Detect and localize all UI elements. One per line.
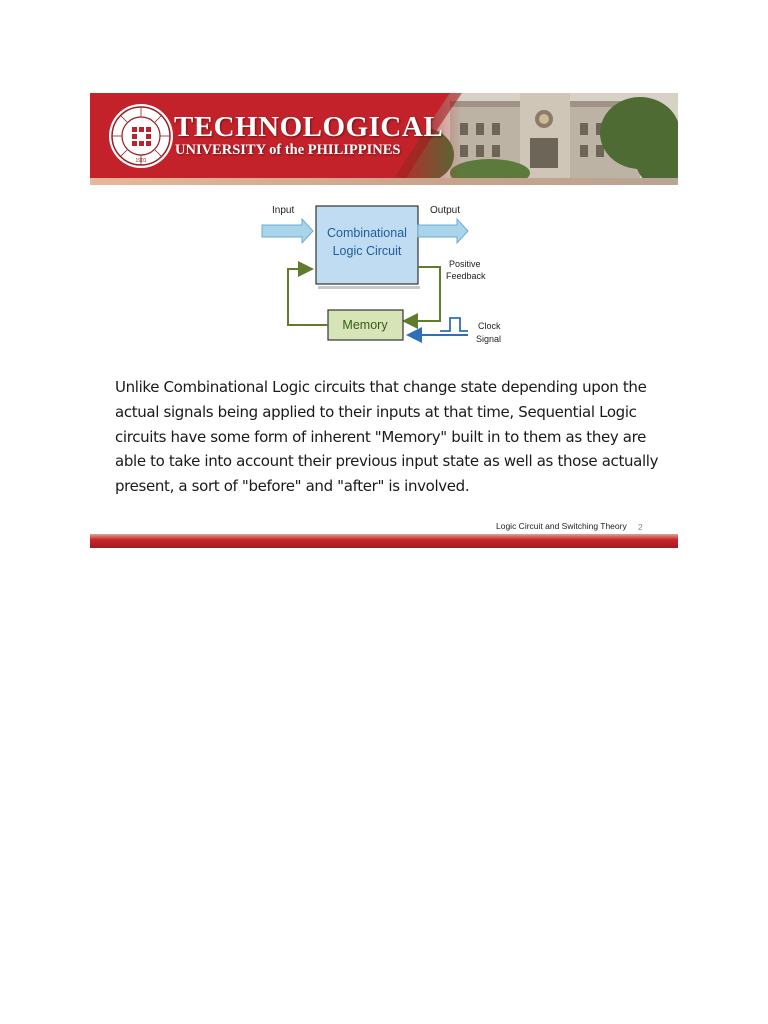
university-title: TECHNOLOGICAL (174, 111, 444, 143)
course-footer: Logic Circuit and Switching Theory (496, 521, 627, 531)
sequential-logic-diagram (250, 201, 520, 361)
page-number: 2 (638, 522, 643, 532)
slide (90, 93, 678, 548)
footer-bar (90, 534, 678, 548)
feedback-label-line1: Positive (449, 259, 481, 269)
input-arrow (262, 219, 313, 243)
header-banner (90, 93, 678, 185)
seal-year: 1901 (135, 158, 147, 164)
output-arrow (418, 219, 468, 243)
university-seal-logo (108, 103, 174, 169)
clock-label-line1: Clock (478, 321, 501, 331)
memory-label: Memory (342, 318, 388, 332)
banner-stripe (90, 178, 678, 185)
logic-box-line2: Logic Circuit (332, 244, 402, 258)
logic-box-shadow (318, 286, 420, 289)
input-label: Input (272, 205, 295, 216)
clock-label-line2: Signal (476, 334, 502, 344)
feedback-label-line2: Feedback (446, 271, 486, 281)
university-subtitle: UNIVERSITY of the PHILIPPINES (175, 142, 401, 158)
clock-pulse (440, 318, 468, 331)
output-label: Output (430, 205, 461, 216)
body-paragraph: Unlike Combinational Logic circuits that change state depending upon the actual signals being applied to their inputs at that time, Sequential Logic circuits have some form of inherent "Memory" built in to them as they are able to take into account their previous input state as well as those actually present, a sort of "before" and "after" is involved. (115, 378, 659, 496)
logic-box-line1: Combinational (327, 226, 407, 240)
